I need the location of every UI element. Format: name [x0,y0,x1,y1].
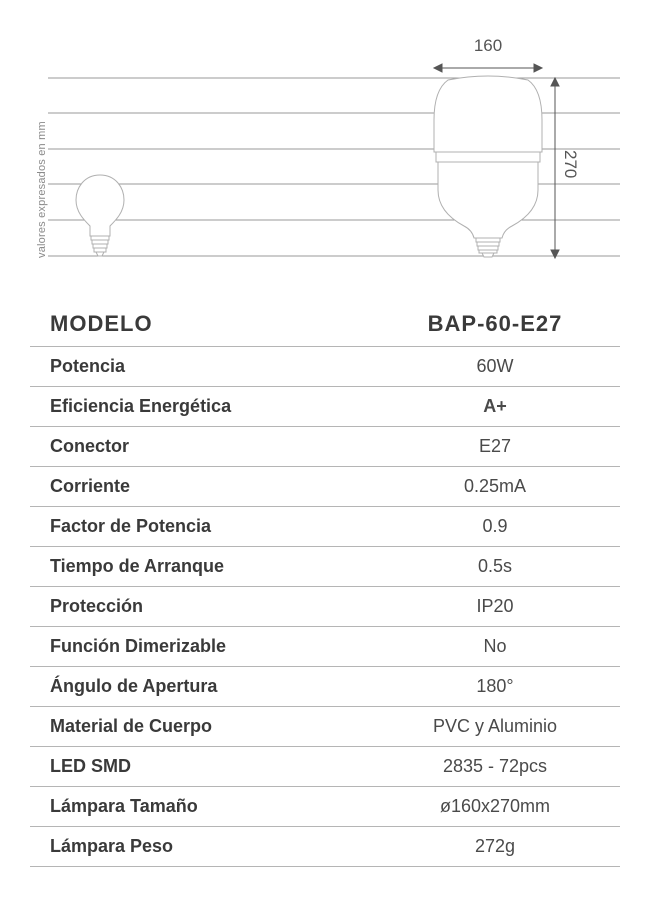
spec-value: No [483,636,507,656]
spec-label: Factor de Potencia [50,516,212,536]
width-dimension-label: 160 [473,36,503,55]
spec-label: Corriente [50,476,131,496]
spec-row [30,467,620,507]
spec-value: 180° [476,676,514,696]
spec-value: 0.5s [477,556,513,576]
spec-label: Conector [50,436,130,456]
spec-value: 0.25mA [463,476,527,496]
width-dimension-arrow [434,64,542,72]
spec-value: ø160x270mm [439,796,551,816]
spec-label: Eficiencia Energética [50,396,232,416]
small-bulb-icon [76,175,124,256]
units-label: valores expresados en mm [36,121,48,258]
spec-label: LED SMD [50,756,131,776]
spec-row [30,587,620,627]
spec-table-header [30,302,620,347]
spec-table [30,302,620,867]
spec-row [30,787,620,827]
spec-value: IP20 [476,596,514,616]
spec-row [30,387,620,427]
spec-row [30,827,620,867]
spec-row [30,667,620,707]
spec-value: PVC y Aluminio [432,716,558,736]
spec-label: Función Dimerizable [50,636,227,656]
spec-row [30,427,620,467]
header-label: MODELO [50,311,153,336]
spec-value: 272g [474,836,516,856]
height-dimension-arrow [551,78,559,258]
spec-row [30,547,620,587]
spec-row [30,627,620,667]
large-bulb-icon [434,76,542,257]
spec-value: 0.9 [482,516,508,536]
spec-label: Potencia [50,356,126,376]
spec-row [30,747,620,787]
spec-label: Protección [50,596,144,616]
spec-label: Lámpara Peso [50,836,174,856]
header-model: BAP-60-E27 [427,311,563,336]
height-dimension-label: 270 [561,150,580,179]
spec-row [30,347,620,387]
dimension-diagram [0,0,650,290]
diagram-graphic [0,0,650,290]
spec-value: 60W [476,356,514,376]
spec-label: Ángulo de Apertura [50,676,218,696]
spec-value: 2835 - 72pcs [442,756,548,776]
spec-row [30,507,620,547]
spec-row [30,707,620,747]
spec-value: A+ [483,396,507,416]
spec-value: E27 [478,436,512,456]
spec-label: Material de Cuerpo [50,716,213,736]
spec-label: Lámpara Tamaño [50,796,198,816]
spec-label: Tiempo de Arranque [50,556,225,576]
